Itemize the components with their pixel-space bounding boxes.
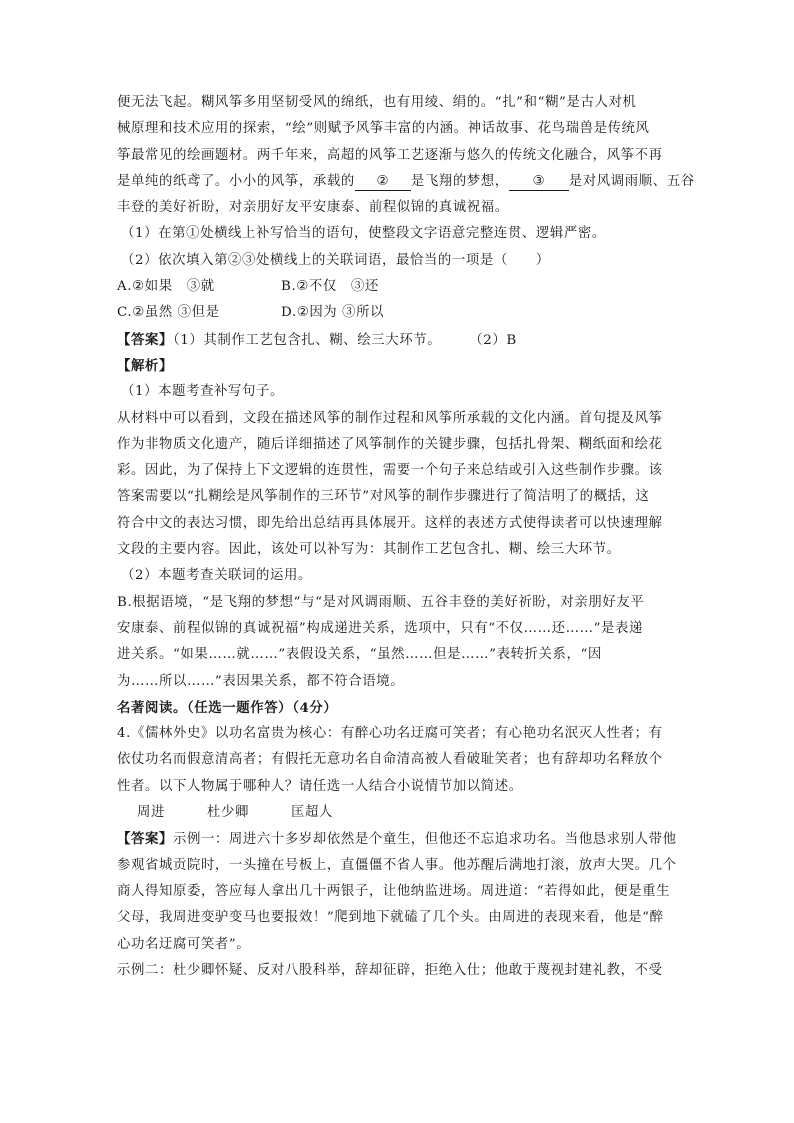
analysis-line: 符合中文的表达习惯，即先给出总结再具体展开。这样的表述方式使得读者可以快速理解 [117, 515, 663, 531]
name-kuangchaoren: 匡超人 [290, 805, 333, 821]
blank-3: ③ [509, 174, 569, 191]
analysis-line: 从材料中可以看到，文段在描述风筝的制作过程和风筝所承载的文化内涵。首句提及风筝 [117, 410, 663, 426]
answer-line: 商人得知原委，答应每人拿出几十两银子，让他纳监进场。周进道：“若得如此，便是重生 [117, 883, 671, 899]
analysis-title: （2）本题考查关联词的运用。 [121, 568, 312, 584]
question-4-line: 4.《儒林外史》以功名富贵为核心：有醉心功名迂腐可笑者；有心艳功名泯灭人性者；有 [117, 726, 663, 742]
character-names [117, 800, 679, 826]
analysis-line: 彩。因此，为了保持上下文逻辑的连贯性，需要一个句子来总结或引入这些制作步骤。该 [117, 463, 663, 479]
paragraph-line: 械原理和技术应用的探索，“绘”则赋予风筝丰富的内涵。神话故事、花鸟瑞兽是传统风 [117, 121, 650, 137]
text-segment: 是单纯的纸鸢了。小小的风筝，承载的 [117, 173, 355, 189]
option-a: A.②如果 ③就 [117, 279, 215, 295]
paragraph-line: 丰登的美好祈盼，对亲朋好友平安康泰、前程似锦的真诚祝福。 [117, 200, 509, 216]
options-row [117, 300, 679, 326]
question-4-line: 性者。以下人物属于哪种人？请任选一人结合小说情节加以简述。 [117, 778, 523, 794]
option-c: C.②虽然 ③但是 [117, 305, 220, 321]
answer-line: 示例二：杜少卿怀疑、反对八股科举，辞却征辟，拒绝入仕；他敢于蔑视封建礼教，不受 [117, 962, 663, 978]
answer-label: 【答案】 [117, 831, 173, 848]
analysis-line: 进关系。“如果……就……”表假设关系，“虽然……但是……”表转折关系，“因 [117, 647, 602, 663]
paragraph-line: 便无法飞起。糊风筝多用坚韧受风的绵纸，也有用绫、绢的。“扎”和“糊”是古人对机 [117, 95, 637, 110]
analysis-label: 【解析】 [117, 357, 173, 374]
answer-label: 【答案】 [117, 331, 173, 348]
question-2: （2）依次填入第②③处横线上的关联词语，最恰当的一项是（ ） [121, 252, 550, 268]
analysis-title: （1）本题考查补写句子。 [121, 384, 285, 400]
analysis-line: 文段的主要内容。因此，该处可以补写为：其制作工艺包含扎、糊、绘三大环节。 [117, 542, 621, 558]
answer-text: （1）其制作工艺包含扎、糊、绘三大环节。 [172, 332, 442, 348]
option-d: D.②因为 ③所以 [281, 305, 385, 321]
text-segment: 是对风调雨顺、五谷 [568, 173, 695, 189]
name-dushaoqing: 杜少卿 [206, 805, 249, 821]
text-segment: 是飞翔的梦想， [410, 173, 509, 189]
section-title: 名著阅读。（任选一题作答）（4分） [117, 699, 338, 716]
blank-2: ② [355, 174, 411, 191]
analysis-line: 安康泰、前程似锦的真诚祝福”构成递进关系，选项中，只有“不仅……还……”是表递 [117, 620, 643, 636]
answer-line: 参观省城贡院时，一头撞在号板上，直僵僵不省人事。他苏醒后满地打滚，放声大哭。几个 [117, 857, 677, 873]
analysis-line: 作为非物质文化遗产，随后详细描述了风筝制作的关键步骤，包括扎骨架、糊纸面和绘花 [117, 436, 663, 452]
answer-line: 心功名迂腐可笑者”。 [117, 936, 251, 952]
answer-line [117, 826, 679, 852]
name-zhoujin: 周进 [137, 805, 165, 821]
analysis-line: 答案需要以“扎糊绘是风筝制作的三环节”对风筝的制作步骤进行了简洁明了的概括，这 [117, 489, 650, 505]
answer-line: 父母，我周进变驴变马也要报效！”爬到地下就磕了几个头。由周进的表现来看，他是“醉 [117, 910, 664, 926]
answer-text: 示例一：周进六十多岁却依然是个童生，但他还不忘追求功名。当他恳求别人带他 [172, 832, 677, 848]
option-b: B.②不仅 ③还 [281, 279, 379, 295]
analysis-line: 为……所以……”表因果关系，都不符合语境。 [117, 673, 405, 689]
document-page [117, 90, 695, 984]
paragraph-line [117, 169, 695, 195]
options-row [117, 274, 679, 300]
analysis-line: B.根据语境，“是飞翔的梦想”与“是对风调雨顺、五谷丰登的美好祈盼，对亲朋好友平 [117, 594, 645, 610]
answer-line [117, 327, 679, 353]
answer-text: （2）B [469, 332, 517, 348]
question-4-line: 依仗功名而假意清高者；有假托无意功名自命清高被人看破耻笑者；也有辞却功名释放个 [117, 752, 663, 768]
paragraph-line: 筝最常见的绘画题材。两千年来，高超的风筝工艺逐渐与悠久的传统文化融合，风筝不再 [117, 147, 663, 163]
question-1: （1）在第①处横线上补写恰当的语句，使整段文字语意完整连贯、逻辑严密。 [121, 226, 606, 242]
